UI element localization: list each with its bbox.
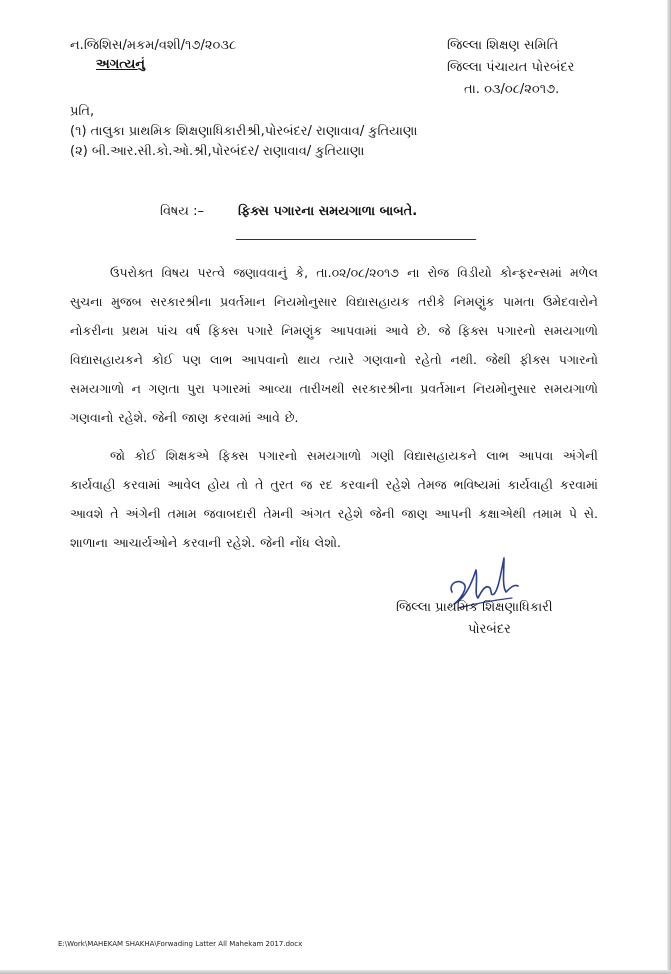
body-paragraph-1: [70, 258, 598, 432]
recipients-heading: પ્રતિ,: [70, 104, 95, 119]
signatory-designation: જિલ્લા પ્રાથમિક શિક્ષણાધિકારી: [396, 600, 553, 615]
subject-label: વિષય :–: [160, 204, 204, 219]
page-edge-bottom: [0, 970, 671, 974]
letter-date: તા. ૦૩/૦૮/૨૦૧૭.: [464, 82, 560, 97]
urgent-label: અગત્યનું: [96, 57, 145, 72]
file-path-footer: E:\Work\MAHEKAM SHAKHA\Forwading Latter All Mahekam 2017.docx: [58, 940, 303, 948]
recipient-2: (૨) બી.આર.સી.કો.ઓ.શ્રી,પોરબંદર/ રાણાવાવ/ કુતિયાણા: [70, 144, 365, 159]
office-address: જિલ્લા પંચાયત પોરબંદર: [447, 60, 575, 75]
subject-text: ફિક્સ પગારના સમયગાળા બાબતે.: [238, 204, 418, 219]
body-paragraph-1-text: ઉપરોક્ત વિષય પરત્વે જણાવવાનું કે, તા.૦૨/૦૮/૨૦૧૭ ના રોજ વિડીયો કોન્ફરન્સમાં મળેલ સુચના મુજબ સરકારશ્રીના પ્રવર્તમાન નિયમોનુસાર વિદ્યાસહાયક તરીકે નિમણુંક પામતા ઉમેદવારોને નોકરીના પ્રથમ પાંચ વર્ષ ફિક્સ પગારે નિમણુંક આપવામાં આવે છે. જે ફિક્સ પગારનો સમયગાળો વિદ્યાસહાયકને કોઈ પણ લાભ આપવાનો થાય ત્યારે ગણવાનો રહેતો નથી. જેથી ફીક્સ પગારનો સમયગાળો ન ગણતા પુરા પગારમાં આવ્યા તારીખથી સરકારશ્રીના પ્રવર્તમાન નિયમોનુસાર સમયગાળો ગણવાનો રહેશે. જેની જાણ કરવામાં આવે છે.: [70, 265, 598, 425]
page-edge-right: [667, 0, 671, 974]
reference-number: ન.જિશિસ/મકમ/વશી/૧૭/૨૦૩૮: [70, 38, 237, 53]
body-paragraph-2: [70, 441, 598, 557]
signatory-place: પોરબંદર: [468, 622, 511, 637]
recipient-1: (૧) તાલુકા પ્રાથમિક શિક્ષણાધિકારીશ્રી,પોરબંદર/ રાણાવાવ/ કુતિયાણા: [70, 124, 418, 139]
body-paragraph-2-text: જો કોઈ શિક્ષકએ ફિક્સ પગારનો સમયગાળો ગણી વિદ્યાસહાયકને લાભ આપવા અંગેની કાર્યવાહી કરવામાં આવેલ હોય તો તે તુરત જ રદ કરવાની રહેશે તેમજ ભવિષ્યમાં કાર્યવાહી કરવામાં આવશે તે અંગેની તમામ જવાબદારી તેમની અંગત રહેશે જેની જાણ આપની કક્ષાએથી તમામ પે સે. શાળાના આચાર્યઓને કરવાની રહેશે. જેની નોંધ લેશો.: [70, 448, 598, 550]
subject-underline: ________________________________________: [236, 226, 476, 240]
office-name: જિલ્લા શિક્ષણ સમિતિ: [447, 38, 559, 53]
